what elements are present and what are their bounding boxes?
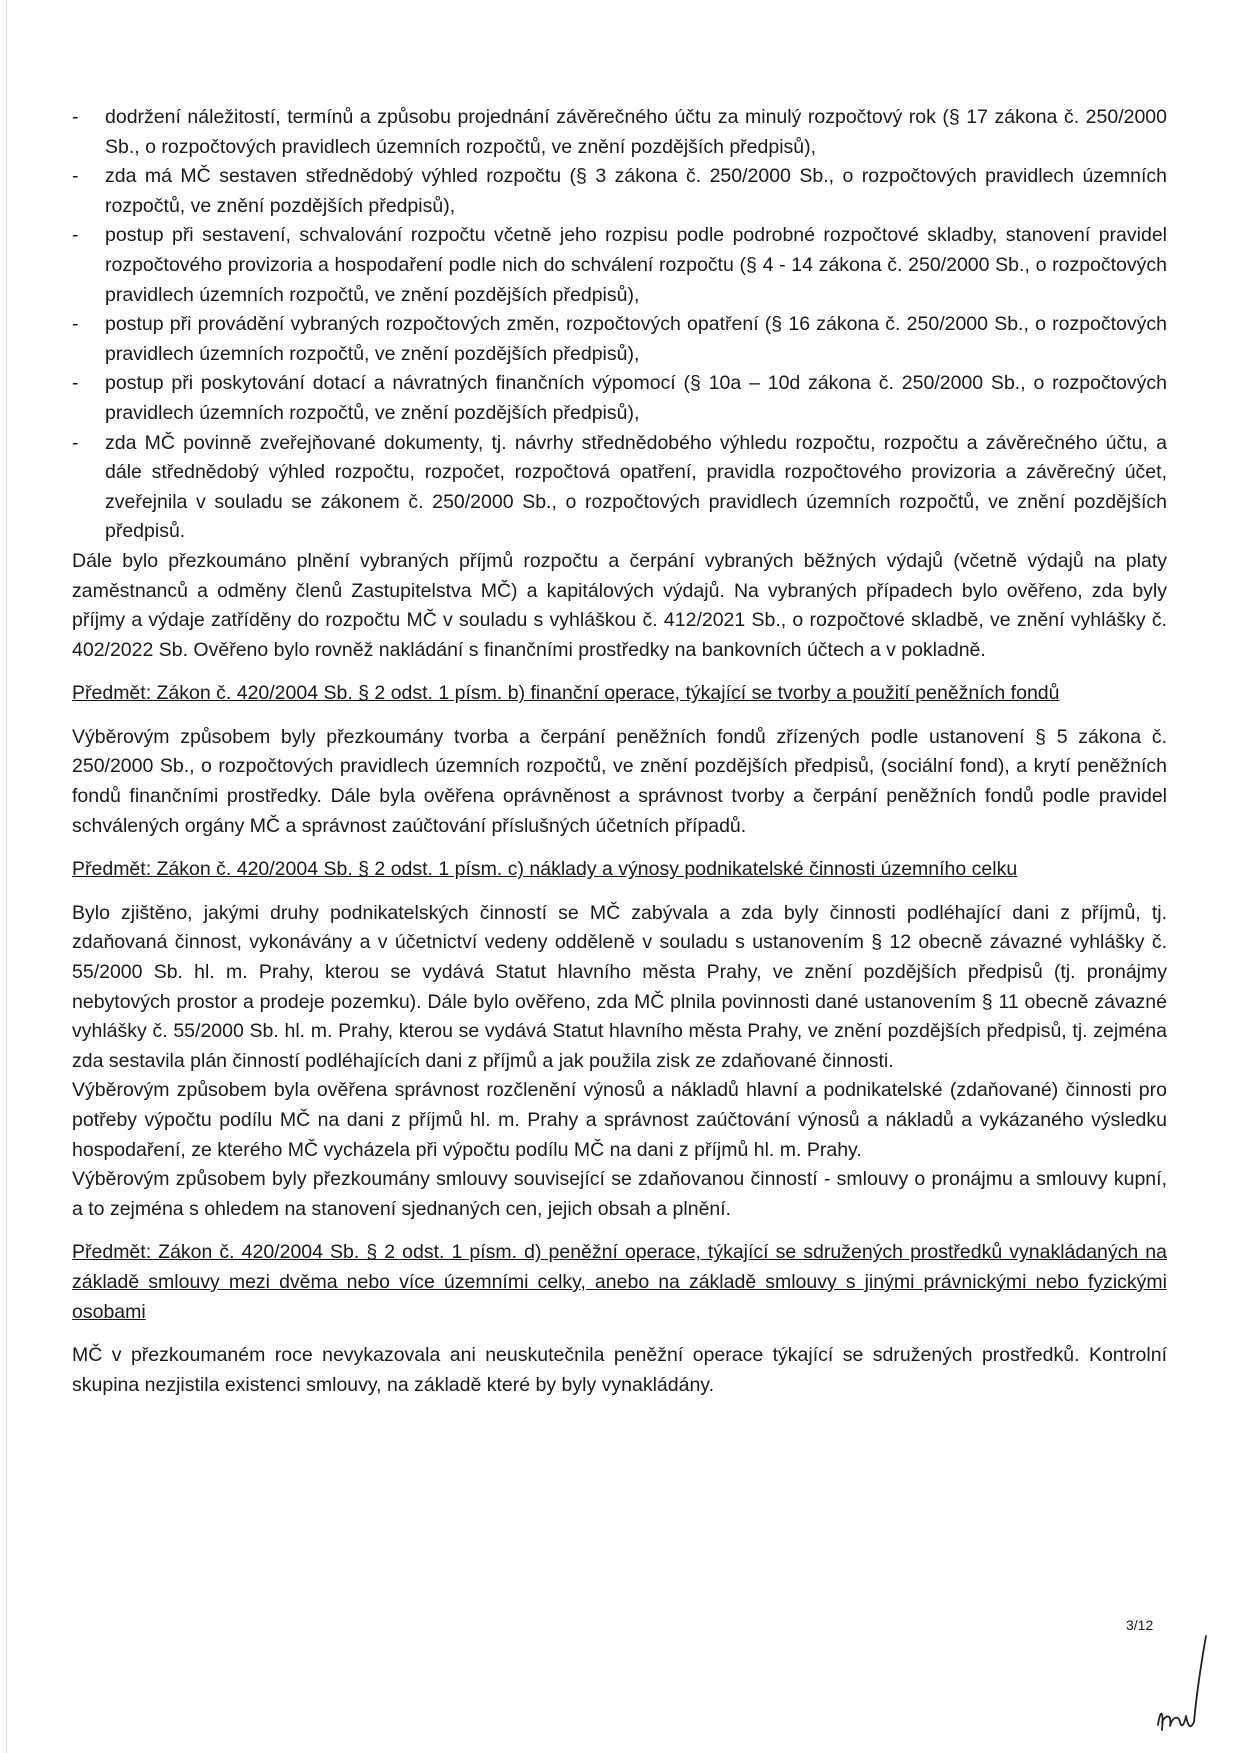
- paragraph-funds: Výběrovým způsobem byly přezkoumány tvorba a čerpání peněžních fondů zřízených podle ustanovení § 5 zákona č. 250/2000 Sb., o rozpočtových pravidlech územních rozpočtů, ve znění pozdějších předpisů, (sociální fond), a krytí peněžních fondů finančními prostředky. Dále byla ověřena oprávněnost a správnost tvorby a čerpání peněžních fondů podle pravidel schválených orgány MČ a správnost zaúčtování příslušných účetních případů.: [72, 725, 1167, 837]
- paragraph-pooled-funds: MČ v přezkoumaném roce nevykazovala ani neuskutečnila peněžní operace týkající se sdružených prostředků. Kontrolní skupina nezjistila existenci smlouvy, na základě které by byly vynakládány.: [72, 1344, 1167, 1396]
- signature-icon: [1150, 1630, 1210, 1745]
- list-item: [72, 162, 1167, 221]
- subject-heading-b: Předmět: Zákon č. 420/2004 Sb. § 2 odst. 1 písm. b) finanční operace, týkající se tvorby a použití peněžních fondů: [72, 682, 1060, 705]
- list-item: [72, 369, 1167, 428]
- list-item-text: zda MČ povinně zveřejňované dokumenty, tj. návrhy střednědobého výhledu rozpočtu, rozpočtu a závěrečného účtu, a dále střednědobý výhled rozpočtu, rozpočet, rozpočtová opatření, pravidla rozpočtového provizoria a závěrečný účet, zveřejnila v souladu se zákonem č. 250/2000 Sb., o rozpočtových pravidlech územních rozpočtů, ve znění pozdějších předpisů.: [105, 431, 1167, 543]
- bullet-dash: -: [72, 165, 79, 188]
- subject-heading-d: Předmět: Zákon č. 420/2004 Sb. § 2 odst. 1 písm. d) peněžní operace, týkající se sdružených prostředků vynakládaných na základě smlouvy mezi dvěma nebo více územními celky, anebo na základě smlouvy s jinými právnickými nebo fyzickými osobami: [72, 1241, 1167, 1323]
- list-item: [72, 310, 1167, 369]
- bullet-dash: -: [72, 431, 79, 454]
- subject-heading-c: Předmět: Zákon č. 420/2004 Sb. § 2 odst. 1 písm. c) náklady a výnosy podnikatelské činnosti územního celku: [72, 858, 1018, 881]
- list-item-text: zda má MČ sestaven střednědobý výhled rozpočtu (§ 3 zákona č. 250/2000 Sb., o rozpočtových pravidlech územních rozpočtů, ve znění pozdějších předpisů),: [105, 165, 1167, 217]
- bullet-dash: -: [72, 224, 79, 247]
- paragraph-revenue-cost-split: Výběrovým způsobem byla ověřena správnost rozčlenění výnosů a nákladů hlavní a podnikatelské (zdaňované) činnosti pro potřeby výpočtu podílu MČ na dani z příjmů hl. m. Prahy a správnost zaúčtování výnosů a nákladů a vykázaného výsledku hospodaření, ze kterého MČ vycházela při výpočtu podílu MČ na dani z příjmů hl. m. Prahy.: [72, 1079, 1167, 1161]
- list-item-text: dodržení náležitostí, termínů a způsobu projednání závěrečného účtu za minulý rozpočtový rok (§ 17 zákona č. 250/2000 Sb., o rozpočtových pravidlech územních rozpočtů, ve znění pozdějších předpisů),: [105, 106, 1167, 158]
- list-item-text: postup při poskytování dotací a návratných finančních výpomocí (§ 10a – 10d zákona č. 250/2000 Sb., o rozpočtových pravidlech územních rozpočtů, ve znění pozdějších předpisů),: [105, 372, 1167, 424]
- bullet-dash: -: [72, 372, 79, 395]
- paragraph-contracts: Výběrovým způsobem byly přezkoumány smlouvy související se zdaňovanou činností - smlouvy o pronájmu a smlouvy kupní, a to zejména s ohledem na stanovení sjednaných cen, jejich obsah a plnění.: [72, 1168, 1167, 1220]
- paragraph-revenue-expenditure: Dále bylo přezkoumáno plnění vybraných příjmů rozpočtu a čerpání vybraných běžných výdajů (včetně výdajů na platy zaměstnanců a odměny členů Zastupitelstva MČ) a kapitálových výdajů. Na vybraných případech bylo ověřeno, zda byly příjmy a výdaje zatříděny do rozpočtu MČ v souladu s vyhláškou č. 412/2021 Sb., o rozpočtové skladbě, ve znění vyhlášky č. 402/2022 Sb. Ověřeno bylo rovněž nakládání s finančními prostředky na bankovních účtech a v pokladně.: [72, 549, 1167, 661]
- bullet-dash: -: [72, 313, 79, 336]
- list-item: [72, 103, 1167, 162]
- paragraph-business-activities: Bylo zjištěno, jakými druhy podnikatelských činností se MČ zabývala a zda byly činnosti podléhající dani z příjmů, tj. zdaňovaná činnost, vykonávány a v účetnictví vedeny odděleně v souladu s ustanovením § 12 obecně závazné vyhlášky č. 55/2000 Sb. hl. m. Prahy, kterou se vydává Statut hlavního města Prahy, ve znění pozdějších předpisů (tj. pronájmy nebytových prostor a prodeje pozemku). Dále bylo ověřeno, zda MČ plnila povinnosti dané ustanovením § 11 obecně závazné vyhlášky č. 55/2000 Sb. hl. m. Prahy, kterou se vydává Statut hlavního města Prahy, ve znění pozdějších předpisů, tj. zejména zda sestavila plán činností podléhajících dani z příjmů a jak použila zisk ze zdaňované činnosti.: [72, 901, 1167, 1072]
- list-item-text: postup při sestavení, schvalování rozpočtu včetně jeho rozpisu podle podrobné rozpočtové skladby, stanovení pravidel rozpočtového provizoria a hospodaření podle nich do schválení rozpočtu (§ 4 - 14 zákona č. 250/2000 Sb., o rozpočtových pravidlech územních rozpočtů, ve znění pozdějších předpisů),: [105, 224, 1167, 306]
- review-scope-list: [72, 103, 1167, 547]
- list-item: [72, 429, 1167, 547]
- list-item-text: postup při provádění vybraných rozpočtových změn, rozpočtových opatření (§ 16 zákona č. 250/2000 Sb., o rozpočtových pravidlech územních rozpočtů, ve znění pozdějších předpisů),: [105, 313, 1167, 365]
- list-item: [72, 221, 1167, 310]
- scan-edge-line: [6, 0, 7, 1753]
- bullet-dash: -: [72, 106, 79, 128]
- page-number: 3/12: [1126, 1617, 1154, 1633]
- page-content: [72, 103, 1167, 1400]
